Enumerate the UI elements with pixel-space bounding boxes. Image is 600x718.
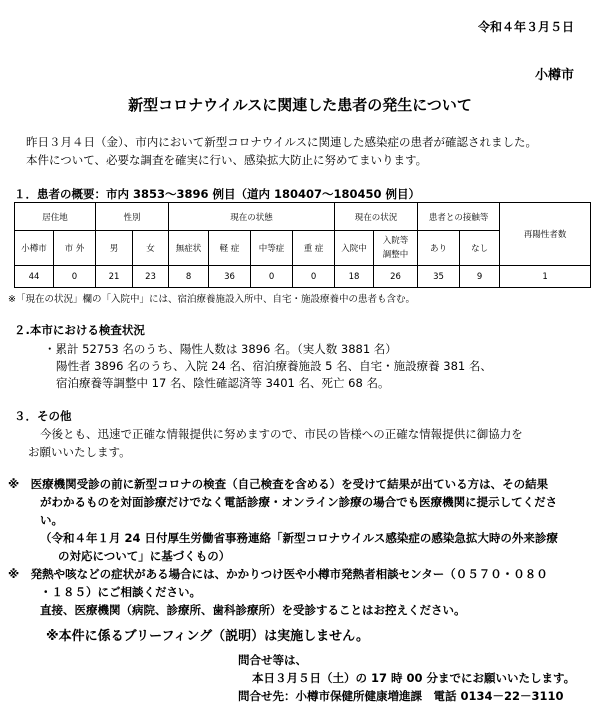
patient-stats-table (14, 202, 591, 288)
notice-line: い。 (40, 513, 63, 527)
subheader-cell: 女 (133, 231, 169, 266)
notice-line: の対応について」に基づくもの） (58, 549, 231, 563)
group-header-residence: 居住地 (15, 203, 96, 231)
subheader-cell: 重 症 (293, 231, 335, 266)
notice-line: ※ 発熱や咳などの症状がある場合には、かかりつけ医や小樽市発熱者相談センター（０５７０・０８０ (8, 567, 548, 581)
value-cell: 23 (133, 266, 169, 288)
testing-line: 陽性者 3896 名のうち、入院 24 名、宿泊療養施設 5 名、自宅・施設療養 381 名、 (56, 359, 492, 373)
value-cell: 0 (293, 266, 335, 288)
subheader-cell: 入院中 (335, 231, 374, 266)
group-header-condition: 現在の状態 (169, 203, 335, 231)
value-cell: 35 (418, 266, 460, 288)
issuer-city: 小樽市 (534, 68, 574, 83)
value-cell: 1 (500, 266, 591, 288)
value-cell: 26 (374, 266, 418, 288)
contact-deadline: 本日３月５日（土）の 17 時 00 分までにお願いいたします。 (252, 671, 576, 685)
other-line: お願いいたします。 (28, 445, 131, 459)
subheader-cell: なし (460, 231, 500, 266)
table-footnote: ※「現在の状況」欄の「入院中」には、宿泊療養施設入所中、自宅・施設療養中の患者も含む。 (8, 294, 415, 305)
value-cell: 18 (335, 266, 374, 288)
value-cell: 8 (169, 266, 209, 288)
group-header-contact: 患者との接触等 (418, 203, 500, 231)
contact-intro: 問合せ等は、 (238, 653, 307, 667)
subheader-cell: 軽 症 (209, 231, 251, 266)
contact-info: 問合せ先：小樽市保健所健康増進課 電話 0134－22－3110 (238, 689, 564, 703)
other-line: 今後とも、迅速で正確な情報提供に努めますので、市民の皆様への正確な情報提供に御協力を (40, 427, 523, 441)
group-header-repositive: 再陽性者数 (500, 203, 591, 266)
subheader-cell: あり (418, 231, 460, 266)
subheader-cell: 男 (96, 231, 133, 266)
group-header-status: 現在の状況 (335, 203, 418, 231)
section-heading-other: ３．その他 (14, 409, 72, 423)
notice-line: がわかるものを対面診療だけでなく電話診療・オンライン診療の場合でも医療機関に提示してくださ (40, 495, 558, 509)
section-heading-patient-overview: １．患者の概要：市内 3853～3896 例目（道内 180407～180450 例目） (14, 187, 421, 201)
notice-line: ※ 医療機関受診の前に新型コロナの検査（自己検査を含める）を受けて結果が出ている方は、その結果 (8, 477, 549, 491)
briefing-notice: ※本件に係るブリーフィング（説明）は実施しません。 (46, 629, 369, 644)
group-header-sex: 性別 (96, 203, 169, 231)
notice-line: （令和４年１月 24 日付厚生労働省事務連絡「新型コロナウイルス感染症の感染急拡大時の外来診療 (40, 531, 558, 545)
notice-line: 直接、医療機関（病院、診療所、歯科診療所）を受診することはお控えください。 (40, 603, 466, 617)
subheader-cell: 中等症 (251, 231, 293, 266)
notice-line: ・１８５）にご相談ください。 (40, 585, 201, 599)
value-cell: 0 (54, 266, 96, 288)
testing-line: ・累計 52753 名のうち、陽性人数は 3896 名。（実人数 3881 名） (44, 342, 397, 356)
testing-line: 宿泊療養等調整中 17 名、陰性確認済等 3401 名、死亡 68 名。 (56, 376, 390, 390)
subheader-cell: 小樽市 (15, 231, 54, 266)
subheader-cell: 市 外 (54, 231, 96, 266)
value-cell: 9 (460, 266, 500, 288)
subheader-cell: 無症状 (169, 231, 209, 266)
value-cell: 21 (96, 266, 133, 288)
value-cell: 36 (209, 266, 251, 288)
value-cell: 0 (251, 266, 293, 288)
document-title: 新型コロナウイルスに関連した患者の発生について (128, 96, 472, 114)
subheader-cell: 入院等調整中 (374, 231, 418, 266)
value-cell: 44 (15, 266, 54, 288)
document-date: 令和４年３月５日 (477, 20, 574, 34)
intro-line: 本件について、必要な調査を確実に行い、感染拡大防止に努めてまいります。 (26, 153, 428, 167)
section-heading-testing: ２.本市における検査状況 (14, 323, 145, 337)
intro-line: 昨日３月４日（金）、市内において新型コロナウイルスに関連した感染症の患者が確認されました。 (26, 135, 538, 149)
